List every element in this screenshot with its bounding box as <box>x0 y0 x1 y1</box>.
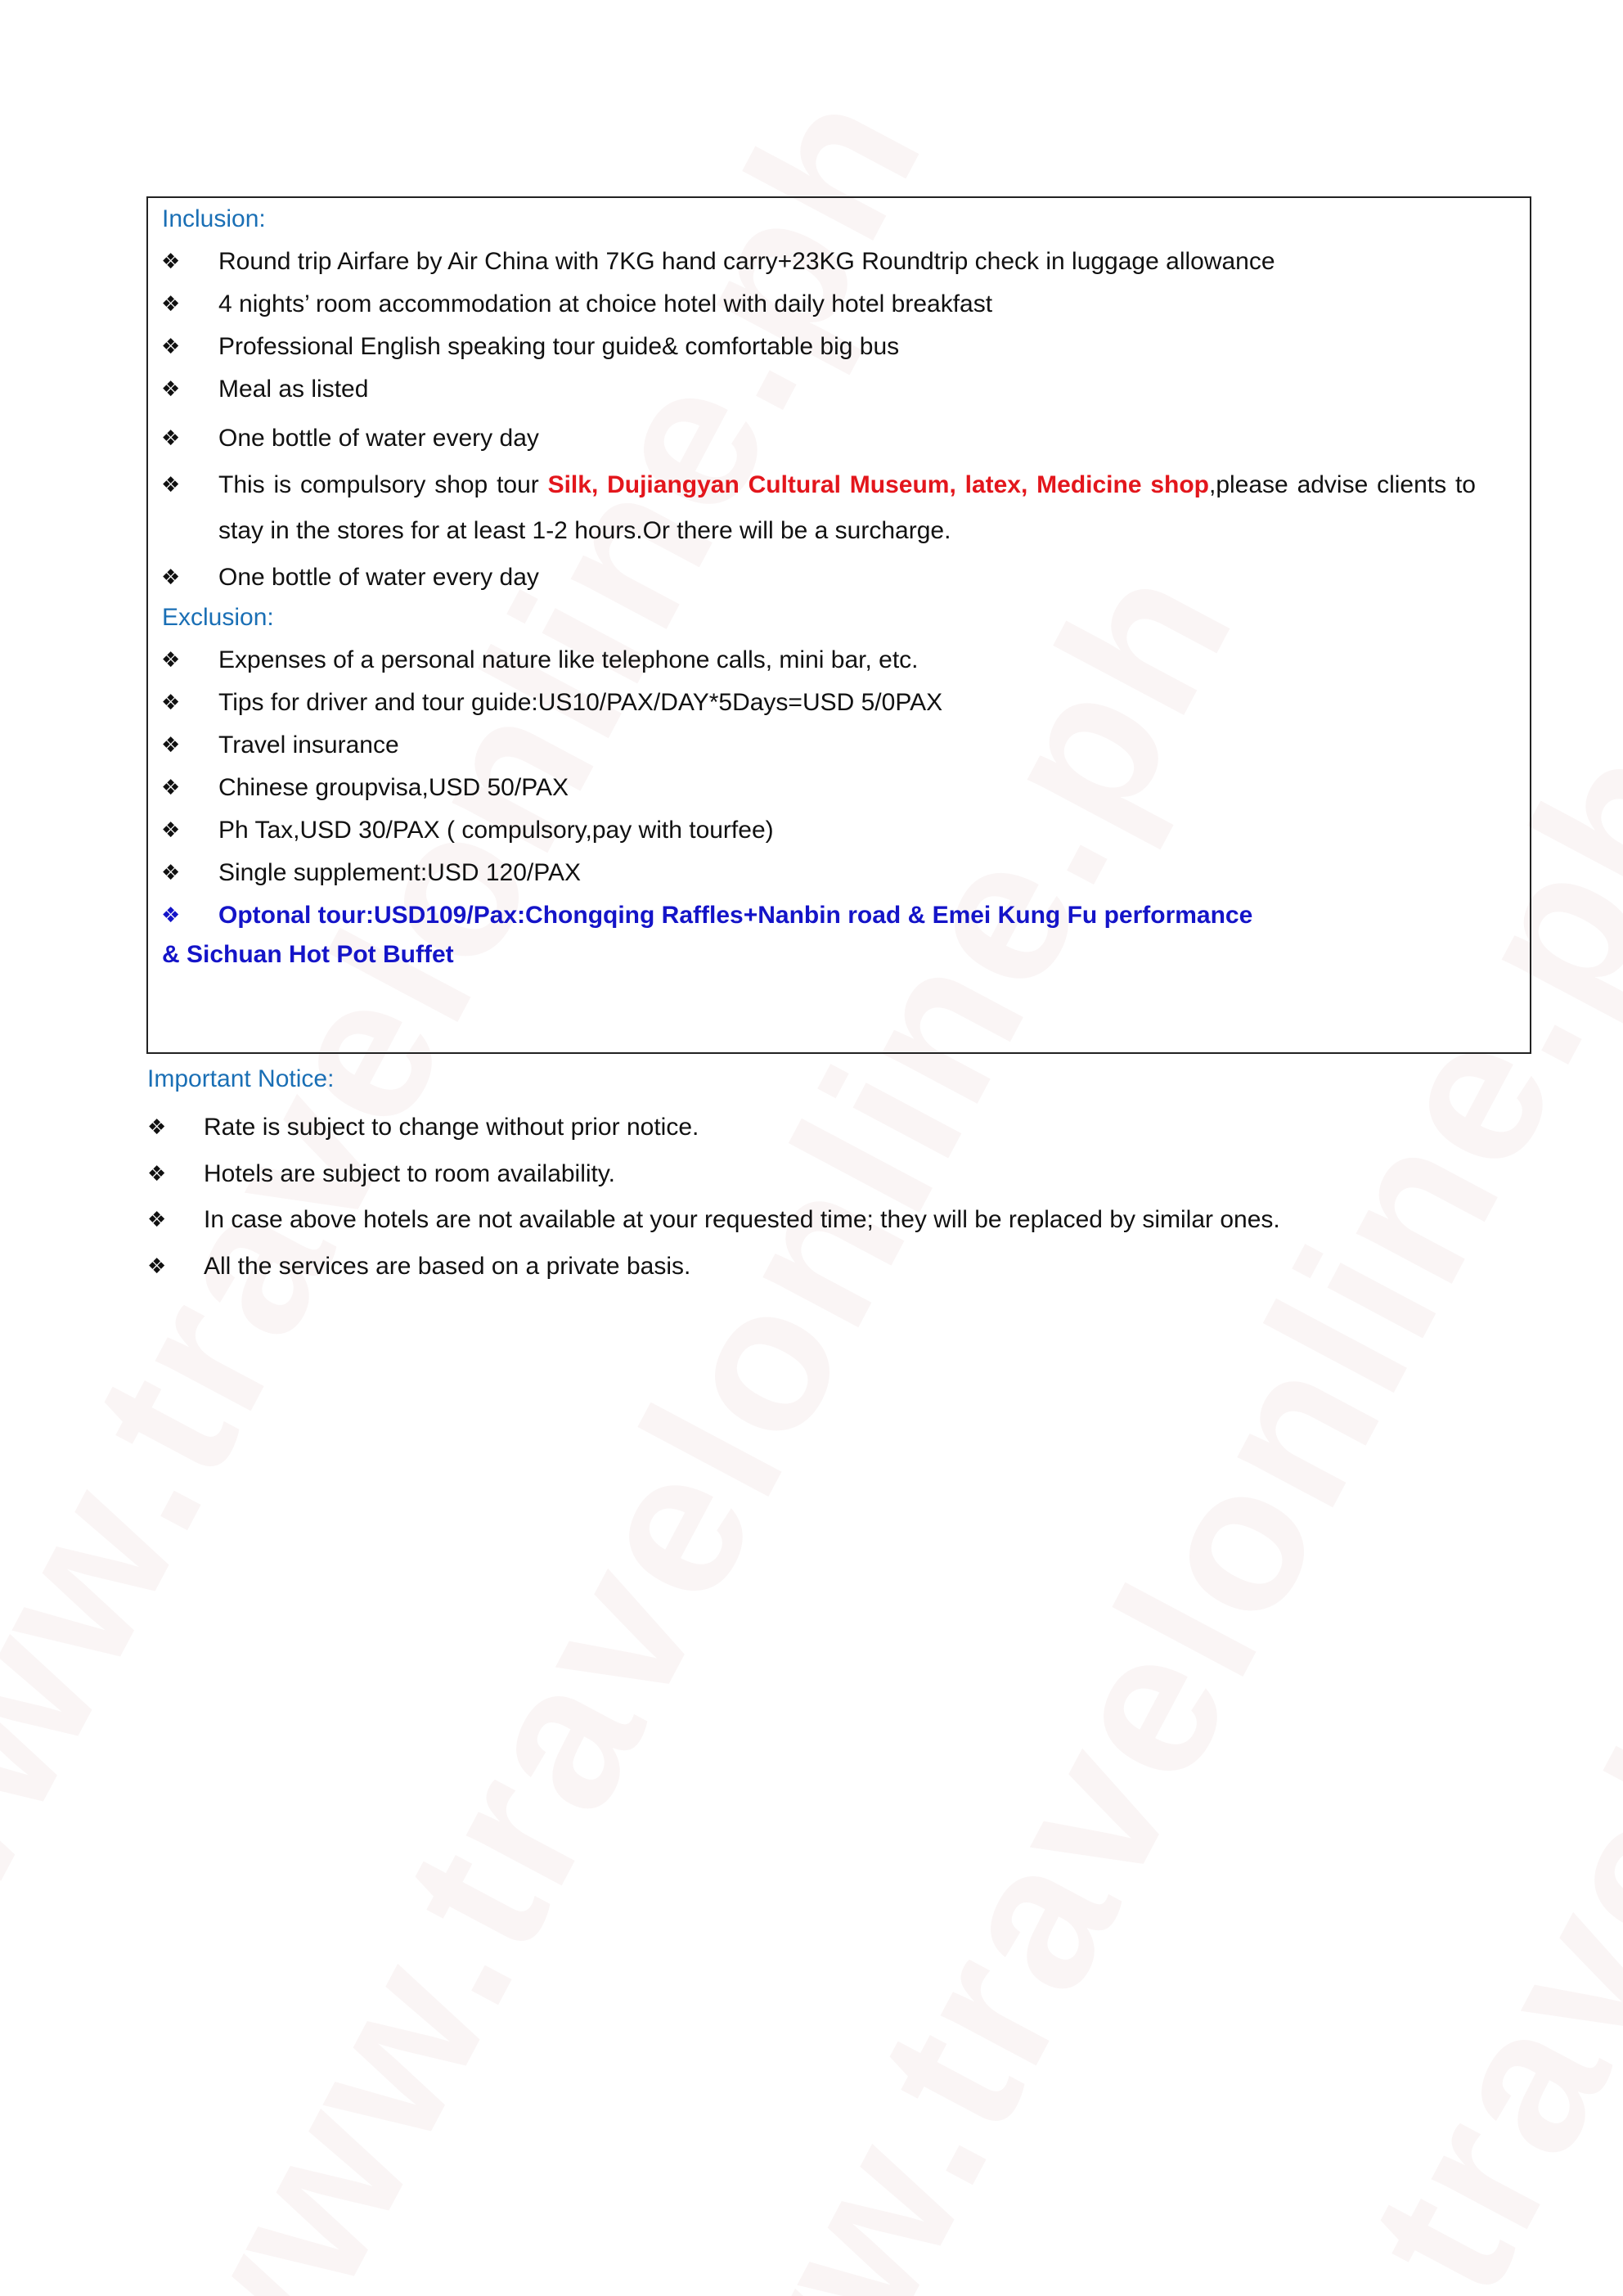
inclusion-item: One bottle of water every day <box>218 425 539 452</box>
shop-highlight-word: Cultural <box>748 471 841 498</box>
bullet-icon: ❖ <box>161 818 181 843</box>
shop-word: to <box>1454 471 1476 498</box>
notice-item: All the services are based on a private basis. <box>204 1253 691 1280</box>
bullet-icon: ❖ <box>161 292 181 317</box>
bullet-icon: ❖ <box>147 1208 167 1232</box>
compulsory-shop-line <box>218 470 1476 500</box>
bullet-icon: ❖ <box>161 335 181 359</box>
exclusion-title: Exclusion: <box>162 604 274 631</box>
optional-tour-line: Optonal tour:USD109/Pax:Chongqing Raffles+Nanbin road & Emei Kung Fu performance <box>218 902 1253 929</box>
bullet-icon: ❖ <box>161 903 181 928</box>
inclusion-item: One bottle of water every day <box>218 564 539 591</box>
exclusion-item: Expenses of a personal nature like telephone calls, mini bar, etc. <box>218 646 919 673</box>
inclusion-title: Inclusion: <box>162 205 266 232</box>
shop-word: clients <box>1377 471 1447 498</box>
inclusion-item: 4 nights’ room accommodation at choice hotel with daily hotel breakfast <box>218 290 993 317</box>
bullet-icon: ❖ <box>161 733 181 758</box>
notice-item: Rate is subject to change without prior notice. <box>204 1114 699 1141</box>
shop-word: advise <box>1297 471 1369 498</box>
notice-item: Hotels are subject to room availability. <box>204 1160 615 1187</box>
bullet-icon: ❖ <box>161 861 181 885</box>
exclusion-item: Chinese groupvisa,USD 50/PAX <box>218 774 569 801</box>
shop-word: compulsory <box>299 471 426 498</box>
watermark-text <box>1063 868 1623 2296</box>
notice-title: Important Notice: <box>147 1065 335 1092</box>
bullet-icon: ❖ <box>147 1115 167 1140</box>
notice-item: In case above hotels are not available at your requested time; they will be replaced by similar ones. <box>204 1206 1280 1233</box>
bullet-icon: ❖ <box>161 776 181 800</box>
bullet-icon: ❖ <box>161 377 181 402</box>
shop-word: tour <box>497 471 539 498</box>
shop-highlight-word: Silk, <box>547 471 599 498</box>
shop-word: ,please <box>1209 471 1288 498</box>
exclusion-item: Travel insurance <box>218 732 399 759</box>
shop-highlight-word: Museum, <box>849 471 956 498</box>
inclusion-item: Professional English speaking tour guide& comfortable big bus <box>218 333 900 360</box>
shop-highlight-word: Dujiangyan <box>607 471 740 498</box>
shop-highlight-word: Medicine <box>1036 471 1142 498</box>
exclusion-item: Tips for driver and tour guide:US10/PAX/DAY*5Days=USD 5/0PAX <box>218 689 943 716</box>
shop-word: shop <box>434 471 488 498</box>
bullet-icon: ❖ <box>161 473 181 497</box>
bullet-icon: ❖ <box>161 565 181 590</box>
shop-highlight-word: shop <box>1150 471 1209 498</box>
optional-tour-line-2: & Sichuan Hot Pot Buffet <box>162 941 454 968</box>
bullet-icon: ❖ <box>161 250 181 274</box>
inclusion-item: Round trip Airfare by Air China with 7KG hand carry+23KG Roundtrip check in luggage allowance <box>218 248 1275 275</box>
shop-word: This <box>218 471 265 498</box>
bullet-icon: ❖ <box>161 426 181 451</box>
bullet-icon: ❖ <box>161 691 181 715</box>
exclusion-item: Ph Tax,USD 30/PAX ( compulsory,pay with tourfee) <box>218 817 774 844</box>
shop-highlight-word: latex, <box>964 471 1028 498</box>
exclusion-item: Single supplement:USD 120/PAX <box>218 859 582 886</box>
shop-word: is <box>273 471 292 498</box>
compulsory-shop-line-2: stay in the stores for at least 1-2 hours.Or there will be a surcharge. <box>218 517 951 544</box>
bullet-icon: ❖ <box>161 648 181 673</box>
bullet-icon: ❖ <box>147 1162 167 1186</box>
bullet-icon: ❖ <box>147 1254 167 1279</box>
inclusion-item: Meal as listed <box>218 376 369 403</box>
